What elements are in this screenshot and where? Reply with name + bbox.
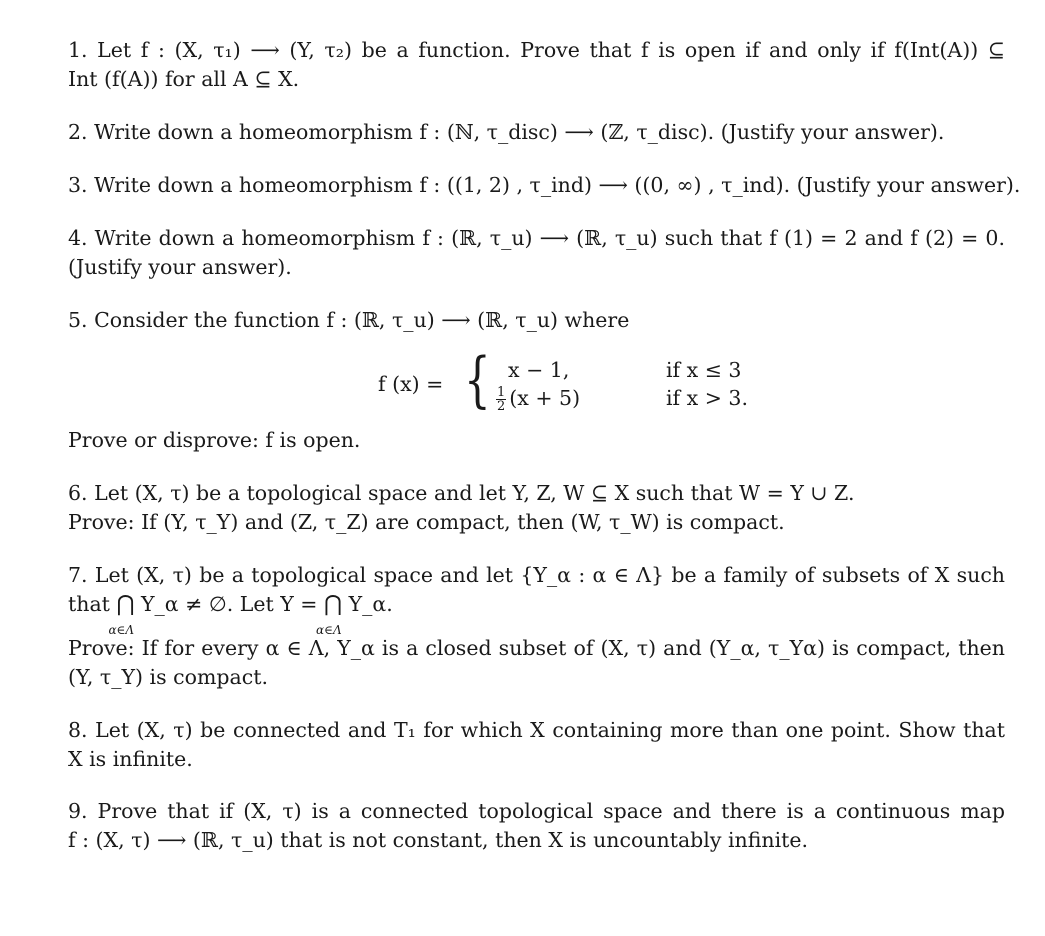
problem-9: [68, 797, 1005, 855]
problem-6-line-2: Prove: If (Y, τ_Y) and (Z, τ_Z) are compact, then (W, τ_W) is compact.: [68, 510, 785, 534]
problem-5: [68, 306, 629, 335]
problem-7-mid: Y_α ≠ ∅. Let Y =: [141, 592, 318, 616]
intersection-glyph-2: ⋂: [324, 592, 343, 617]
problem-1-line-2: Int (f(A)) for all A ⊆ X.: [68, 67, 300, 91]
problem-3: [68, 171, 1020, 200]
fraction-one-half: [496, 386, 506, 413]
case-2-condition: if x > 3.: [666, 386, 748, 410]
problem-7-line-1: 7. Let (X, τ) be a topological space and let {Y_α : α ∈ Λ} be a family of subsets of X such: [68, 563, 1005, 587]
problem-9-line-2: f : (X, τ) ⟶ (ℝ, τ_u) that is not constant, then X is uncountably infinite.: [68, 828, 809, 852]
problem-5-question: [68, 426, 360, 455]
problem-1: [68, 36, 1005, 94]
problem-4-line-2: (Justify your answer).: [68, 255, 292, 279]
intersection-symbol-1: [108, 590, 135, 637]
case-2-expression-text: (x + 5): [509, 386, 581, 410]
problem-7-line-4: (Y, τ_Y) is compact.: [68, 665, 268, 689]
problem-8-line-2: X is infinite.: [68, 747, 193, 771]
fraction-numerator: 1: [497, 385, 506, 400]
case-1-expression: x − 1,: [508, 358, 570, 382]
problem-5-line-2: Prove or disprove: f is open.: [68, 428, 361, 452]
fraction-denominator: 2: [497, 399, 506, 414]
problem-6-line-1: 6. Let (X, τ) be a topological space and let Y, Z, W ⊆ X such that W = Y ∪ Z.: [68, 481, 855, 505]
problem-7: [68, 561, 1005, 692]
problem-3-line-1: 3. Write down a homeomorphism f : ((1, 2) , τ_ind) ⟶ ((0, ∞) , τ_ind). (Justify your answer).: [68, 173, 1021, 197]
problem-7-line-2: [68, 590, 1005, 637]
problem-7-end: Y_α.: [348, 592, 393, 616]
case-2-expression: [496, 384, 580, 413]
left-brace: {: [464, 345, 491, 415]
intersection-symbol-2: [316, 590, 343, 637]
problem-9-line-1: 9. Prove that if (X, τ) is a connected topological space and there is a continuous map: [68, 799, 1005, 823]
problem-1-line-1: 1. Let f : (X, τ₁) ⟶ (Y, τ₂) be a function. Prove that f is open if and only if f(Int(A)) ⊆: [68, 38, 1005, 62]
problem-4-line-1: 4. Write down a homeomorphism f : (ℝ, τ_u) ⟶ (ℝ, τ_u) such that f (1) = 2 and f (2) = 0.: [68, 226, 1005, 250]
problem-7-that: that: [68, 592, 110, 616]
intersection-index-1: α∈Λ: [108, 623, 135, 637]
problem-7-line-3: Prove: If for every α ∈ Λ, Y_α is a closed subset of (X, τ) and (Y_α, τ_Yα) is compact, then: [68, 636, 1005, 660]
case-1-condition: if x ≤ 3: [666, 358, 742, 382]
piecewise-function: [378, 345, 778, 418]
intersection-index-2: α∈Λ: [316, 623, 342, 637]
problem-8-line-1: 8. Let (X, τ) be connected and T₁ for which X containing more than one point. Show that: [68, 718, 1005, 742]
problem-2-line-1: 2. Write down a homeomorphism f : (ℕ, τ_disc) ⟶ (ℤ, τ_disc). (Justify your answer).: [68, 120, 945, 144]
intersection-glyph-1: ⋂: [116, 592, 135, 617]
problem-6: [68, 479, 854, 537]
problem-5-line-1: 5. Consider the function f : (ℝ, τ_u) ⟶ (ℝ, τ_u) where: [68, 308, 630, 332]
problem-8: [68, 716, 1005, 774]
problem-4: [68, 224, 1005, 282]
piecewise-lhs: f (x) =: [378, 372, 444, 396]
problem-2: [68, 118, 944, 147]
